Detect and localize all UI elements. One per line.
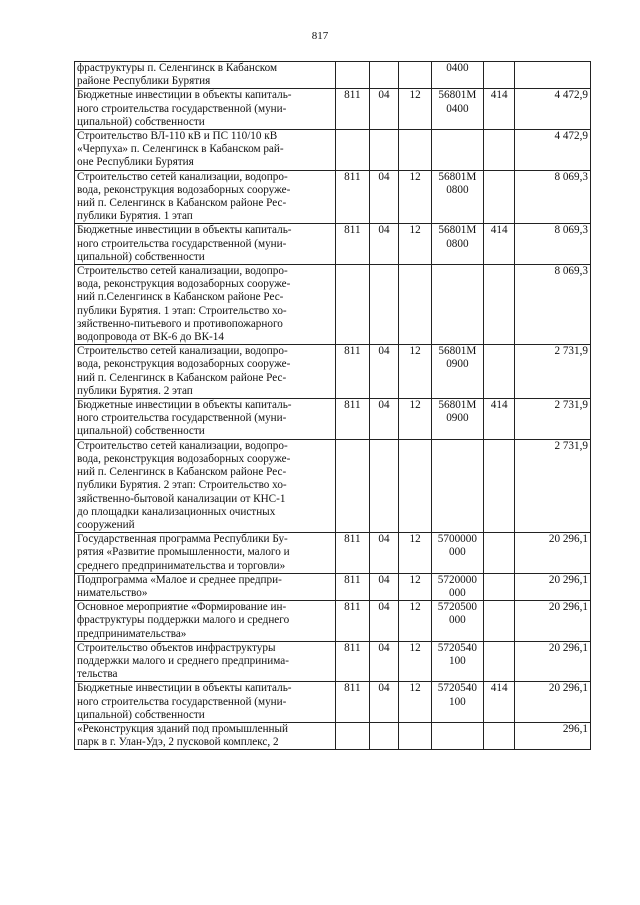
table-row (75, 533, 591, 574)
item-name-cell (75, 641, 336, 682)
target-article-text: 56801M 0800 (438, 170, 477, 196)
subsection-code-cell: 12 (399, 641, 432, 682)
subsection-code-cell: 12 (399, 533, 432, 574)
item-name-cell (75, 62, 336, 89)
subsection-code-cell: 12 (399, 601, 432, 642)
item-name-text: Основное мероприятие «Формирование ин- фраструктуры поддержки малого и среднего предпринимательства» (77, 601, 290, 640)
item-name-text: Подпрограмма «Малое и среднее предпри- нимательство» (77, 573, 282, 599)
section-code-cell: 04 (369, 533, 399, 574)
subsection-code-cell: 12 (399, 89, 432, 130)
amount-cell: 8 069,3 (515, 224, 591, 265)
target-article-text: 5720000 000 (437, 573, 477, 599)
item-name-text: Строительство сетей канализации, водопро- вода, реконструкция водозаборных сооруже- ний п. Селенгинск в Кабанском районе Рес- публики Бурятия. 2 этап: Строительство хо- зяйственно-бытовой канализации от КНС-1 до площадки канализационных очистных сооружений (77, 439, 291, 531)
expense-type-cell: 414 (483, 224, 515, 265)
subsection-code-cell (399, 439, 432, 532)
expense-type-cell (483, 62, 515, 89)
table-row (75, 170, 591, 224)
section-code-cell: 04 (369, 573, 399, 600)
target-article-text: 5720500 000 (437, 601, 477, 627)
ministry-code-cell (336, 722, 370, 749)
target-article-text: 56801M 0800 (438, 224, 477, 250)
target-article-cell (431, 265, 483, 345)
expense-type-cell (483, 265, 515, 345)
target-article-text: 5720540 100 (437, 682, 477, 708)
amount-cell: 2 731,9 (515, 399, 591, 440)
expense-type-cell (483, 641, 515, 682)
target-article-cell (431, 130, 483, 171)
ministry-code-cell: 811 (336, 170, 370, 224)
ministry-code-cell: 811 (336, 601, 370, 642)
section-code-cell (369, 265, 399, 345)
ministry-code-cell: 811 (336, 89, 370, 130)
expense-type-cell (483, 533, 515, 574)
target-article-cell (431, 682, 483, 723)
target-article-text: 56801M 0400 (438, 89, 477, 115)
ministry-code-cell (336, 439, 370, 532)
amount-cell: 20 296,1 (515, 682, 591, 723)
ministry-code-cell: 811 (336, 224, 370, 265)
expense-type-cell: 414 (483, 399, 515, 440)
expense-type-cell (483, 170, 515, 224)
subsection-code-cell: 12 (399, 224, 432, 265)
ministry-code-cell (336, 130, 370, 171)
table-row (75, 62, 591, 89)
target-article-text: 56801M 0900 (438, 345, 477, 371)
amount-cell: 4 472,9 (515, 89, 591, 130)
ministry-code-cell (336, 265, 370, 345)
subsection-code-cell: 12 (399, 345, 432, 399)
item-name-cell (75, 265, 336, 345)
item-name-cell (75, 170, 336, 224)
amount-cell: 20 296,1 (515, 641, 591, 682)
ministry-code-cell: 811 (336, 641, 370, 682)
page-number: 817 (311, 30, 329, 42)
target-article-cell (431, 641, 483, 682)
section-code-cell: 04 (369, 89, 399, 130)
section-code-cell: 04 (369, 224, 399, 265)
target-article-cell (431, 170, 483, 224)
expense-type-cell (483, 601, 515, 642)
expense-type-cell (483, 439, 515, 532)
item-name-cell (75, 345, 336, 399)
item-name-cell (75, 89, 336, 130)
expense-type-cell: 414 (483, 682, 515, 723)
target-article-cell (431, 533, 483, 574)
target-article-text: 0400 (446, 62, 469, 74)
target-article-text: 5700000 000 (437, 533, 477, 559)
item-name-cell (75, 399, 336, 440)
item-name-cell (75, 682, 336, 723)
item-name-cell (75, 130, 336, 171)
section-code-cell: 04 (369, 682, 399, 723)
target-article-text: 56801M 0900 (438, 399, 477, 425)
item-name-cell (75, 439, 336, 532)
expense-type-cell (483, 722, 515, 749)
target-article-cell (431, 573, 483, 600)
ministry-code-cell: 811 (336, 573, 370, 600)
section-code-cell (369, 439, 399, 532)
target-article-text: 5720540 100 (437, 641, 477, 667)
table-row (75, 601, 591, 642)
budget-table (74, 61, 591, 750)
ministry-code-cell: 811 (336, 682, 370, 723)
amount-cell: 2 731,9 (515, 345, 591, 399)
item-name-cell (75, 573, 336, 600)
item-name-text: Бюджетные инвестиции в объекты капиталь- ного строительства государственной (муни- ципальной) собственности (77, 399, 292, 438)
item-name-cell (75, 722, 336, 749)
subsection-code-cell (399, 130, 432, 171)
item-name-text: Строительство сетей канализации, водопро- вода, реконструкция водозаборных сооруже- ний п.Селенгинск в Кабанском районе Рес- публики Бурятия. 1 этап: Строительство хо- зяйственно-питьевого и противопожарного водопровода от ВК-6 до ВК-14 (77, 265, 291, 344)
item-name-cell (75, 533, 336, 574)
expense-type-cell (483, 130, 515, 171)
amount-cell: 8 069,3 (515, 170, 591, 224)
item-name-text: Бюджетные инвестиции в объекты капиталь- ного строительства государственной (муни- ципальной) собственности (77, 224, 292, 263)
amount-cell: 20 296,1 (515, 533, 591, 574)
ministry-code-cell: 811 (336, 533, 370, 574)
section-code-cell: 04 (369, 641, 399, 682)
item-name-text: Строительство объектов инфраструктуры поддержки малого и среднего предпринима- тельства (77, 641, 289, 681)
budget-table-body (75, 62, 591, 750)
table-row (75, 130, 591, 171)
item-name-text: Строительство ВЛ-110 кВ и ПС 110/10 кВ «Черпуха» п. Селенгинск в Кабанском рай- оне Республики Бурятия (77, 130, 284, 169)
table-row (75, 641, 591, 682)
amount-cell: 2 731,9 (515, 439, 591, 532)
expense-type-cell (483, 573, 515, 600)
target-article-cell (431, 89, 483, 130)
target-article-cell (431, 345, 483, 399)
section-code-cell: 04 (369, 601, 399, 642)
table-row (75, 682, 591, 723)
section-code-cell: 04 (369, 170, 399, 224)
item-name-cell (75, 601, 336, 642)
item-name-text: Государственная программа Республики Бу- рятия «Развитие промышленности, малого и среднего предпринимательства и торговли» (77, 533, 290, 572)
ministry-code-cell: 811 (336, 345, 370, 399)
table-row (75, 399, 591, 440)
target-article-cell (431, 399, 483, 440)
item-name-text: «Реконструкция зданий под промышленный парк в г. Улан-Удэ, 2 пусковой комплекс, 2 (77, 722, 289, 749)
amount-cell (515, 62, 591, 89)
target-article-cell (431, 224, 483, 265)
section-code-cell: 04 (369, 399, 399, 440)
table-row (75, 89, 591, 130)
amount-cell: 8 069,3 (515, 265, 591, 345)
ministry-code-cell (336, 62, 370, 89)
expense-type-cell: 414 (483, 89, 515, 130)
subsection-code-cell: 12 (399, 573, 432, 600)
expense-type-cell (483, 345, 515, 399)
subsection-code-cell: 12 (399, 682, 432, 723)
section-code-cell (369, 130, 399, 171)
target-article-cell (431, 601, 483, 642)
subsection-code-cell: 12 (399, 399, 432, 440)
item-name-cell (75, 224, 336, 265)
table-row (75, 345, 591, 399)
amount-cell: 296,1 (515, 722, 591, 749)
table-row (75, 573, 591, 600)
amount-cell: 20 296,1 (515, 573, 591, 600)
section-code-cell: 04 (369, 345, 399, 399)
amount-cell: 20 296,1 (515, 601, 591, 642)
table-row (75, 265, 591, 345)
amount-cell: 4 472,9 (515, 130, 591, 171)
subsection-code-cell (399, 62, 432, 89)
item-name-text: фраструктуры п. Селенгинск в Кабанском районе Республики Бурятия (77, 62, 278, 88)
ministry-code-cell: 811 (336, 399, 370, 440)
table-row (75, 722, 591, 749)
target-article-cell (431, 722, 483, 749)
table-row (75, 439, 591, 532)
section-code-cell (369, 722, 399, 749)
subsection-code-cell: 12 (399, 170, 432, 224)
target-article-cell (431, 439, 483, 532)
table-row (75, 224, 591, 265)
item-name-text: Строительство сетей канализации, водопро- вода, реконструкция водозаборных сооруже- ний п. Селенгинск в Кабанском районе Рес- публики Бурятия. 1 этап (77, 170, 291, 223)
item-name-text: Бюджетные инвестиции в объекты капиталь- ного строительства государственной (муни- ципальной) собственности (77, 682, 292, 721)
item-name-text: Бюджетные инвестиции в объекты капиталь- ного строительства государственной (муни- ципальной) собственности (77, 89, 292, 128)
subsection-code-cell (399, 722, 432, 749)
subsection-code-cell (399, 265, 432, 345)
item-name-text: Строительство сетей канализации, водопро- вода, реконструкция водозаборных сооруже- ний п. Селенгинск в Кабанском районе Рес- публики Бурятия. 2 этап (77, 345, 291, 397)
target-article-cell (431, 62, 483, 89)
section-code-cell (369, 62, 399, 89)
